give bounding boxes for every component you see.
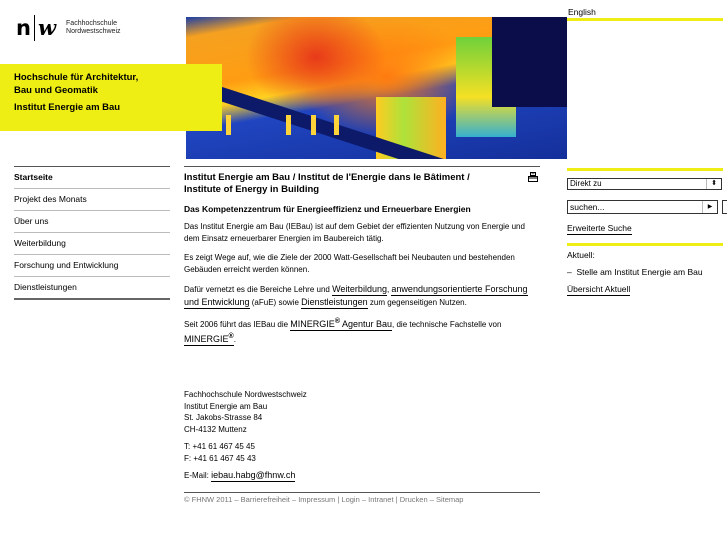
text: zum gegenseitigen Nutzen.: [367, 298, 467, 307]
direkt-zu-value: Direkt zu: [570, 179, 602, 188]
address-org: Fachhochschule Nordwestschweiz: [184, 390, 307, 399]
hero-window: [334, 115, 339, 135]
search-placeholder: suchen...: [570, 202, 605, 212]
text: , die technische Fachstelle von: [392, 320, 502, 329]
text: Seit 2006 führt das IEBau die: [184, 320, 291, 329]
text: .: [233, 335, 236, 344]
school-name: [14, 71, 138, 97]
email-link[interactable]: iebau.habg@fhnw.ch: [211, 470, 296, 480]
search-input[interactable]: [567, 200, 718, 214]
text: MINERGIE: [290, 319, 335, 329]
logo-line2: Nordwestschweiz: [66, 28, 121, 35]
page-subtitle: Das Kompetenzzentrum für Energieeffizienz und Erneuerbare Energien: [184, 204, 471, 214]
yellow-divider-top: [567, 18, 723, 21]
logo-w: w: [37, 15, 57, 40]
print-icon[interactable]: [528, 172, 538, 182]
nav-item-dienstleistungen[interactable]: Dienstleistungen: [14, 282, 77, 292]
email-line: [184, 470, 307, 482]
logo-n: n: [16, 16, 30, 40]
yellow-divider-news: [567, 243, 723, 246]
footer-link-barrierefreiheit[interactable]: Barrierefreiheit: [240, 495, 290, 504]
text: Agentur Bau: [339, 319, 393, 329]
school-name-line2: Bau und Geomatik: [14, 85, 98, 96]
hero-night-sky: [492, 17, 567, 107]
link-forschung-entwicklung[interactable]: anwendungsorientierte Forschung und Entwicklung: [184, 284, 528, 307]
hero-window: [226, 115, 231, 135]
news-item[interactable]: – Stelle am Institut Energie am Bau: [567, 267, 703, 277]
hero-thermal-image: [186, 17, 567, 159]
text: (aFuE) sowie: [249, 298, 302, 307]
email-label: E-Mail:: [184, 471, 212, 480]
link-minergie[interactable]: [184, 334, 234, 346]
department-header-box: [0, 64, 222, 131]
footer-link-drucken[interactable]: Drucken: [399, 495, 428, 504]
logo-line1: Fachhochschule: [66, 20, 118, 27]
logo-text: [66, 20, 120, 36]
minergie-paragraph: [184, 316, 540, 346]
advanced-search-link[interactable]: Erweiterte Suche: [567, 223, 632, 233]
text: ,: [386, 285, 392, 294]
postal-address: [184, 389, 307, 435]
hero-window: [311, 115, 316, 135]
footer: © FHNW 2011 – Barrierefreiheit – Impressum | Login – Intranet | Drucken – Sitemap: [184, 492, 540, 504]
address-dept: Institut Energie am Bau: [184, 401, 268, 411]
fhnw-logo[interactable]: [16, 16, 121, 40]
nav-item-projekt-des-monats[interactable]: Projekt des Monats: [14, 189, 170, 211]
nav-item-weiterbildung[interactable]: Weiterbildung: [14, 233, 170, 255]
fax-number: F: +41 61 467 45 43: [184, 453, 256, 463]
phone-number: T: +41 61 467 45 45: [184, 442, 255, 451]
link-dienstleistungen[interactable]: Dienstleistungen: [301, 297, 368, 307]
footer-link-login[interactable]: Login: [341, 495, 360, 504]
nav-item-ueber-uns[interactable]: Über uns: [14, 211, 170, 233]
search-input-edge: [722, 200, 727, 214]
footer-link-intranet[interactable]: Intranet: [368, 495, 394, 504]
main-navigation: [14, 166, 170, 300]
goals-paragraph: Es zeigt Wege auf, wie die Ziele der 2000 Watt-Gesellschaft bei Neubauten und bestehenden Gebäuden erreicht werden können.: [184, 253, 515, 274]
phone-block: [184, 441, 307, 464]
direkt-zu-select[interactable]: [567, 178, 722, 190]
text: Dafür vernetzt es die Bereiche Lehre und: [184, 285, 333, 294]
footer-link-sitemap[interactable]: Sitemap: [435, 495, 464, 504]
news-overview-link[interactable]: Übersicht Aktuell: [567, 284, 631, 294]
registered-mark: ®: [228, 333, 234, 340]
copyright: © FHNW 2011: [184, 495, 233, 504]
page-title: Institut Energie am Bau / Institut de l'Energie dans le Bâtiment / Institute of Energy in Building: [184, 172, 470, 195]
school-name-line1: Hochschule für Architektur,: [14, 72, 139, 83]
link-minergie-agentur-bau[interactable]: [290, 319, 392, 331]
network-paragraph: [184, 283, 540, 309]
footer-link-impressum[interactable]: Impressum: [298, 495, 336, 504]
text: MINERGIE: [184, 334, 229, 344]
address-street: St. Jakobs-Strasse 84: [184, 413, 263, 422]
news-heading: Aktuell:: [567, 250, 595, 260]
yellow-divider-search: [567, 168, 723, 171]
registered-mark: ®: [334, 318, 340, 325]
link-weiterbildung[interactable]: Weiterbildung: [332, 284, 387, 294]
nav-item-startseite[interactable]: Startseite: [14, 167, 170, 189]
select-arrows-icon: ⬍: [706, 179, 721, 189]
intro-paragraph: Das Institut Energie am Bau (IEBau) ist auf dem Gebiet der effizienten Nutzung von Energie und dem Einsatz erneuerbarer Energien im Baubereich tätig.: [184, 222, 525, 243]
nav-item-forschung-entwicklung[interactable]: Forschung und Entwicklung: [14, 255, 170, 277]
hero-window: [286, 115, 291, 135]
contact-address: [184, 389, 307, 482]
main-content: [184, 166, 540, 346]
search-submit-icon[interactable]: ▶: [702, 201, 717, 213]
institute-name: Institut Energie am Bau: [14, 102, 121, 113]
news-item-link[interactable]: Stelle am Institut Energie am Bau: [576, 267, 703, 277]
logo-divider: [34, 15, 35, 41]
address-city: CH-4132 Muttenz: [184, 424, 247, 434]
language-link-english[interactable]: English: [568, 7, 596, 17]
